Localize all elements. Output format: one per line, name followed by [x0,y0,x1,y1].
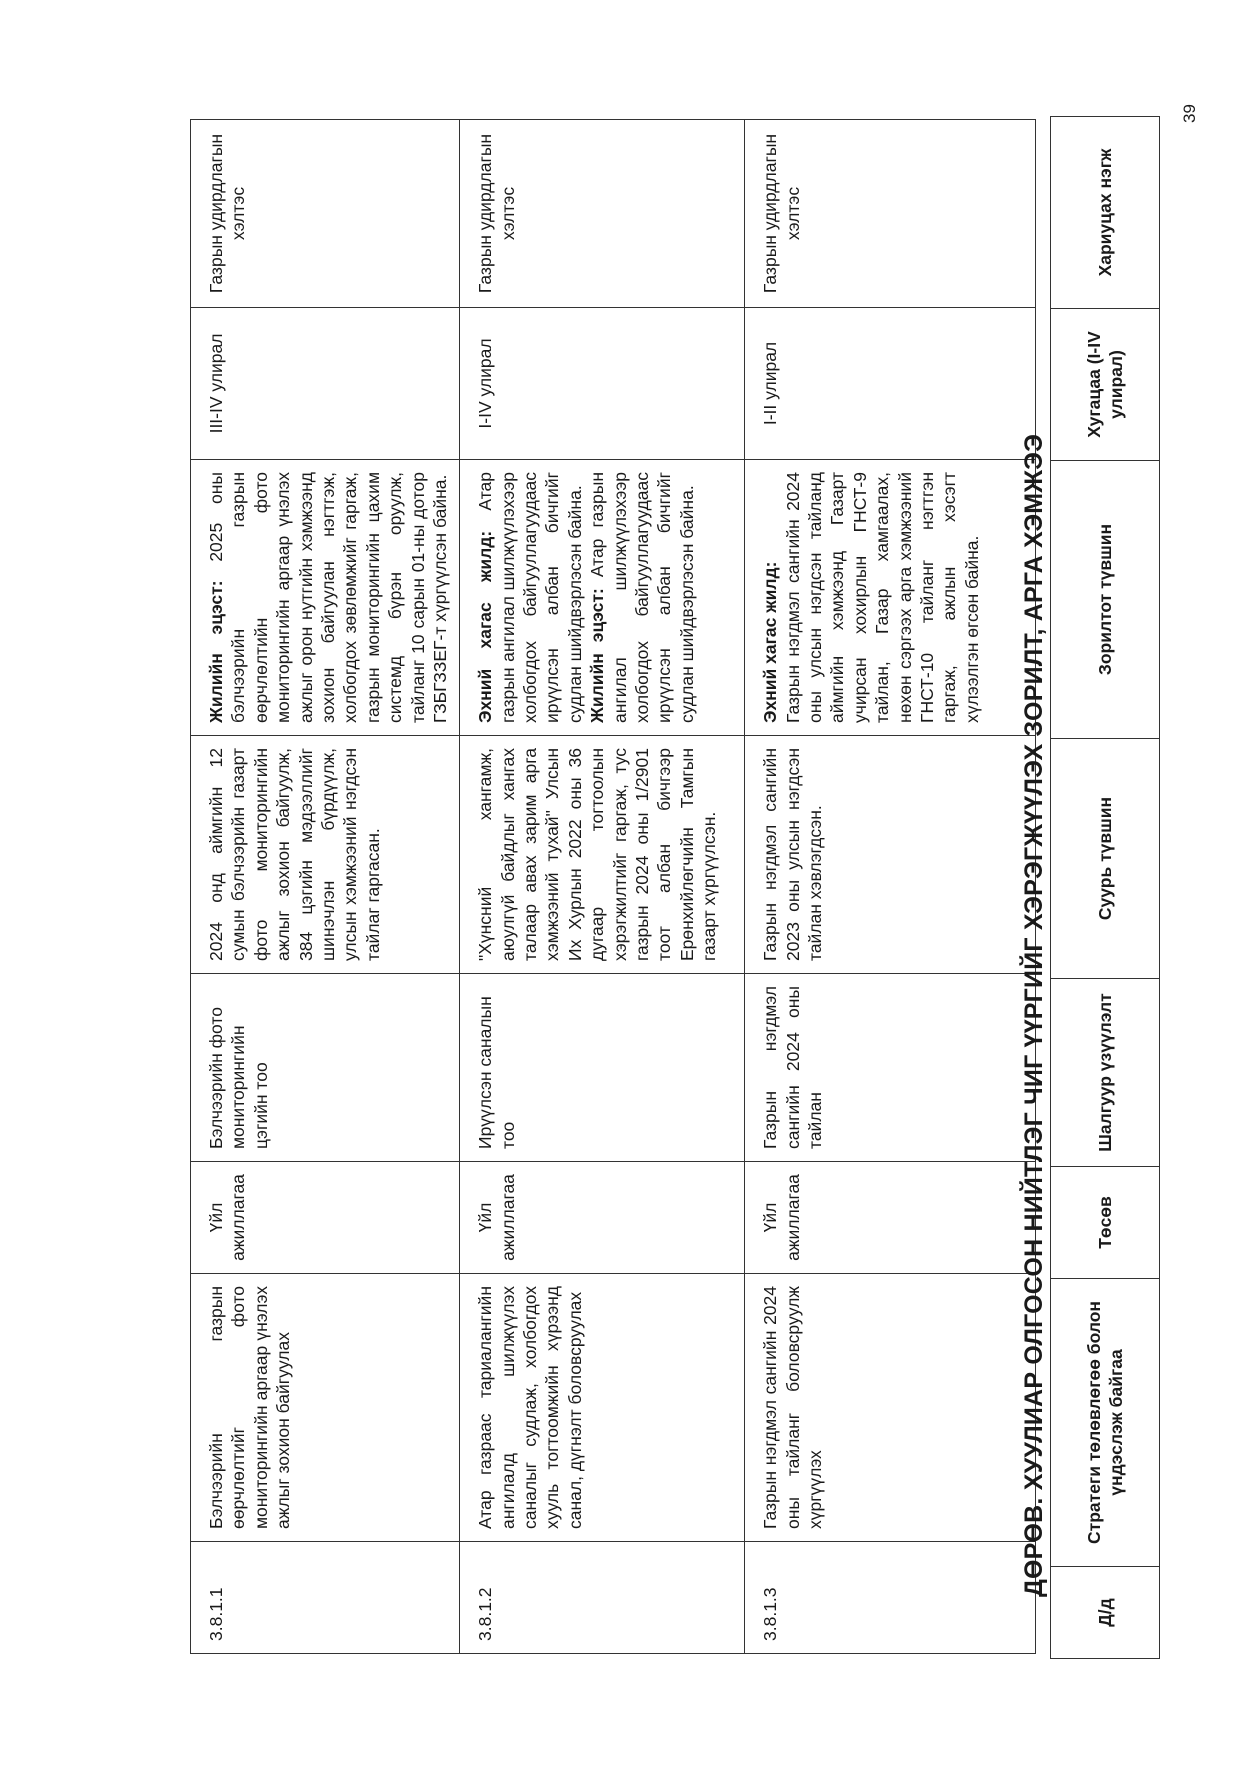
column-header-strategy: Стратеги төлөвлөгөө болон үндэслэж байгаа [1083,1301,1126,1544]
target-body: Атар газрын ангилал шилжүүлэхээр холбогдох байгууллагуудаас ирүүлсэн албан бичгийг судлан шийдвэрлэсэн байна. [475,472,585,723]
indicator-text: Бэлчээрийн фото мониторингийн цэгийн тоо [206,1007,271,1149]
column-header-indicator: Шалгуур үзүүлэлт [1094,993,1115,1152]
target-label: Эхний хагас жилд: [475,530,496,723]
responsible-text: Газрын удирдлагын хэлтэс [475,133,518,294]
target-label: Эхний хагас жилд: [760,561,781,723]
column-header-baseline: Суурь түвшин [1094,796,1115,921]
target-text [745,460,991,735]
target-text [191,460,459,735]
type-text: Үйл ажиллагаа [475,1174,518,1261]
target-body: Газрын нэгдмэл сангийн 2024 оны улсын нэгдсэн тайланд аймгийн хэмжээнд Газарт учирсан хохирлын ГНСТ-9 тайлан, Газар хамгаалах, нөхөн сэргээх арга хэмжээний ГНСТ-10 тайланг нэгтгэн гаргаж, ажлын хэсэгт хүлээлгэн өгсөн байна. [782,472,982,723]
indicator-text: Газрын нэгдмэл сангийн 2024 оны тайлан [760,986,826,1149]
target-body: Атар газрын ангилал шилжүүлэхээр холбогдох байгууллагуудаас ирүүлсэн албан бичгийг судлан шийдвэрлэсэн байна. [587,472,697,723]
period-text: I-IV улирал [475,338,496,429]
responsible-text: Газрын удирдлагын хэлтэс [760,133,803,294]
row-id: 3.8.1.3 [760,1587,781,1641]
activity-text: Газрын нэгдмэл сангийн 2024 оны тайланг боловсруулж хүргүүлэх [760,1286,826,1529]
row-id: 3.8.1.1 [206,1587,226,1641]
page-number: 39 [1180,104,1199,123]
header-row [1051,117,1160,1659]
column-header-period: Хугацаа (I-IV улирал) [1083,331,1126,438]
column-header-responsible: Хариуцах нэгж [1094,148,1115,277]
activity-text: Бэлчээрийн газрын өөрчлөлтийг фото мониторингийн аргаар үнэлэх ажлыг зохион байгуулах [206,1286,294,1529]
target-body: 2025 оны бэлчээрийн газрын өөрчлөлтийн фото мониторингийн аргаар үнэлэх ажлыг орон нутгийн хэмжээнд зохион байгуулан нэгтгэж, холбогдох зөвлөмжийг гаргаж, газрын мониторингийн цахим системд бүрэн оруулж, тайланг 10 сарын 01-ны дотор ГЗБГЗЗЕГ-т хүргүүлсэн байна. [206,472,450,723]
responsible-text: Газрын удирдлагын хэлтэс [206,133,249,294]
activities-table [190,119,1036,1654]
table-row [191,120,460,1654]
column-header-budget: Төсөв [1094,1196,1115,1249]
row-id: 3.8.1.2 [475,1587,496,1641]
target-label: Жилийн эцэст: [206,580,226,723]
table-row [745,120,1036,1654]
baseline-text: 2024 онд аймгийн 12 сумын бэлчээрийн газарт фото мониторингийн ажлыг зохион байгуулж, 384 цэгийн мэдээллийг шинэчлэн бүрдүүлж, улсын хэмжээний нэгдсэн тайлаг гаргасан. [206,748,383,961]
period-text: III-IV улирал [206,333,226,434]
type-text: Үйл ажиллагаа [760,1174,803,1261]
indicator-text: Ирүүлсэн саналын тоо [475,996,518,1149]
activity-text: Атар газраас тариалангийн ангилалд шилжүүлэх саналыг судлаж, холбогдох хууль тогтоомжийн хүрээнд санал, дүгнэлт боловсруулах [475,1286,585,1529]
table-row [460,120,745,1654]
column-header-target: Зорилтот түвшин [1094,523,1115,676]
period-text: I-II улирал [760,341,781,426]
target-text [460,460,706,735]
baseline-text: Газрын нэгдмэл сангийн 2023 оны улсын нэгдсэн тайлан хэвлэгдсэн. [760,748,826,961]
baseline-text: "Хүнсний хангамж, аюулгүй байдлыг хангах талаар авах зарим арга хэмжээний тухай" Улсын Их Хурлын 2022 оны 36 дугаар тогтоолын хэрэгжилтийг гаргаж, тус газрын 2024 оны 1/2901 тоот албан бичгээр Ерөнхийлөгчийн Тамгын газарт хүргүүлсэн. [475,748,720,961]
next-section-header-table [1050,116,1160,1659]
section-heading: ДӨРӨВ. ХУУЛИАР ОЛГОСОН НИЙТЛЭГ ЧИГ ҮҮРГИЙГ ХЭРЭГЖҮҮЛЭХ ЗОРИЛТ, АРГА ХЭМЖЭЭ [1020,433,1048,1597]
target-label: Жилийн эцэст: [587,588,608,723]
type-text: Үйл ажиллагаа [206,1174,249,1261]
column-header-id: Д/д [1094,1598,1115,1627]
